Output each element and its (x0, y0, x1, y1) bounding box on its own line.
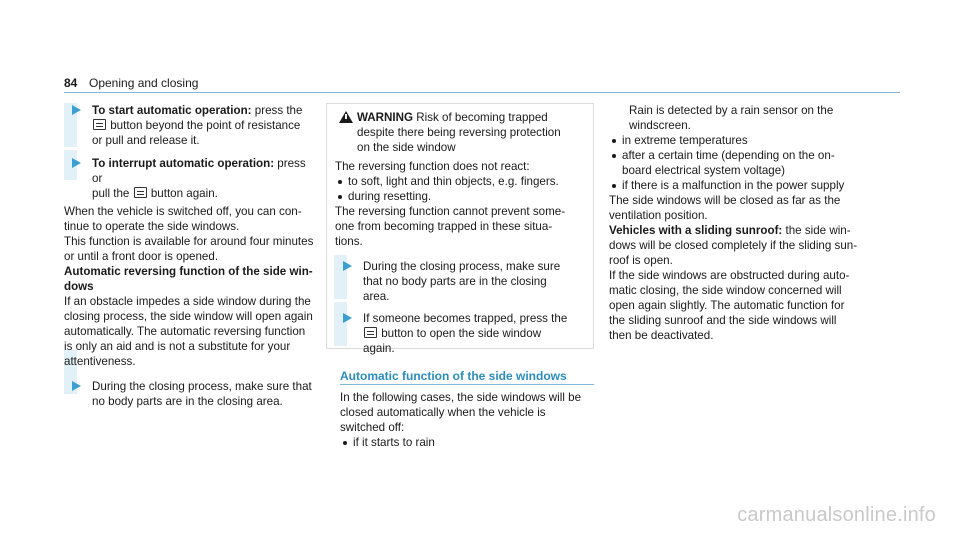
section-divider (340, 384, 594, 385)
step-text: area. (363, 290, 390, 303)
step-text: or pull and release it. (92, 134, 200, 147)
body-text: the sliding sunroof and the side windows will (609, 314, 837, 327)
step-interrupt-automatic (64, 156, 314, 201)
body-text: is only an aid and is not a substitute for your (64, 340, 291, 353)
step-arrow-icon (72, 105, 81, 115)
list-item: in extreme temperatures (609, 133, 869, 148)
list-item: if there is a malfunction in the power supply (609, 178, 869, 193)
body-text: the side win- (782, 224, 851, 237)
warning-box (326, 103, 594, 355)
body-text: tions. (335, 235, 363, 248)
warning-title: Risk of becoming trapped (413, 111, 548, 124)
warning-title: despite there being reversing protection (357, 126, 561, 139)
right-column (609, 103, 869, 343)
step-text: If someone becomes trapped, press the (363, 312, 568, 325)
page-header (64, 76, 900, 92)
body-text: automatically. The automatic reversing function (64, 325, 306, 338)
body-text: or until a front door is opened. (64, 250, 219, 263)
list-item-text: after a certain time (depending on the on- (622, 149, 835, 162)
step-text: During the closing process, make sure (363, 260, 561, 273)
warning-header (335, 110, 585, 155)
window-button-icon (134, 187, 147, 198)
step-closing-area (64, 379, 314, 409)
body-text: roof is open. (609, 254, 673, 267)
warning-step-closing (335, 259, 585, 304)
body-text: If an obstacle impedes a side window during the (64, 295, 311, 308)
section-title: Automatic function of the side windows (340, 369, 567, 383)
warning-list (335, 174, 585, 204)
conditions-list (609, 133, 869, 193)
list-item (609, 148, 869, 178)
body-text: one from becoming trapped in these situa- (335, 220, 553, 233)
step-text: no body parts are in the closing area. (92, 395, 283, 408)
step-arrow-icon (72, 158, 81, 168)
warning-triangle-icon (339, 111, 353, 123)
body-text: In the following cases, the side windows will be (340, 391, 582, 404)
body-text: dows will be closed completely if the sliding sun- (609, 239, 858, 252)
list-item: during resetting. (335, 189, 585, 204)
step-label: To interrupt automatic operation: (92, 157, 275, 170)
step-text: pull the (92, 187, 133, 200)
step-label: To start automatic operation: (92, 104, 252, 117)
step-text: that no body parts are in the closing (363, 275, 547, 288)
body-text: The side windows will be closed as far as the (609, 194, 841, 207)
list-item-text: board electrical system voltage) (622, 164, 786, 177)
warning-step-trapped (335, 311, 585, 356)
body-text: tinue to operate the side windows. (64, 220, 240, 233)
body-text: The reversing function cannot prevent some- (335, 205, 566, 218)
step-text: press or (92, 157, 306, 185)
step-arrow-icon (343, 261, 352, 271)
body-text: windscreen. (629, 119, 691, 132)
window-button-icon (93, 119, 106, 130)
list-item: to soft, light and thin objects, e.g. fingers. (335, 174, 585, 189)
list-item: if it starts to rain (340, 435, 594, 450)
body-text: closing process, the side window will open again (64, 310, 313, 323)
window-button-icon (364, 327, 377, 338)
step-text: again. (363, 342, 395, 355)
warning-label: WARNING (357, 111, 414, 124)
step-arrow-icon (72, 381, 81, 391)
page-header-title: Opening and closing (89, 76, 199, 90)
page-number: 84 (64, 76, 78, 90)
body-text: Rain is detected by a rain sensor on the (629, 104, 834, 117)
subheading: Automatic reversing function of the side win- (64, 265, 313, 278)
subheading: dows (64, 280, 94, 293)
step-text: During the closing process, make sure that (92, 380, 312, 393)
body-text: This function is available for around four minutes (64, 235, 314, 248)
body-text: ventilation position. (609, 209, 708, 222)
body-text: attentiveness. (64, 355, 136, 368)
step-text: button to open the side window (378, 327, 542, 340)
body-text: switched off: (340, 421, 405, 434)
body-text: then be deactivated. (609, 329, 714, 342)
section-list (340, 435, 594, 450)
section-body (340, 390, 594, 450)
step-text: button beyond the point of resistance (107, 119, 301, 132)
inline-label: Vehicles with a sliding sunroof: (609, 224, 783, 237)
body-text: matic closing, the side window concerned will (609, 284, 842, 297)
left-column (64, 103, 314, 409)
body-text: If the side windows are obstructed during auto- (609, 269, 850, 282)
step-start-automatic (64, 103, 314, 148)
step-text: button again. (147, 187, 218, 200)
body-text: The reversing function does not react: (335, 160, 530, 173)
body-text: When the vehicle is switched off, you can con- (64, 205, 302, 218)
body-text: open again slightly. The automatic function for (609, 299, 845, 312)
body-text: closed automatically when the vehicle is (340, 406, 546, 419)
step-text: press the (251, 104, 303, 117)
header-divider (64, 92, 900, 93)
step-arrow-icon (343, 313, 352, 323)
warning-title: on the side window (357, 141, 456, 154)
watermark: carmanualsonline.info (737, 504, 936, 526)
section-automatic-function (340, 369, 594, 384)
